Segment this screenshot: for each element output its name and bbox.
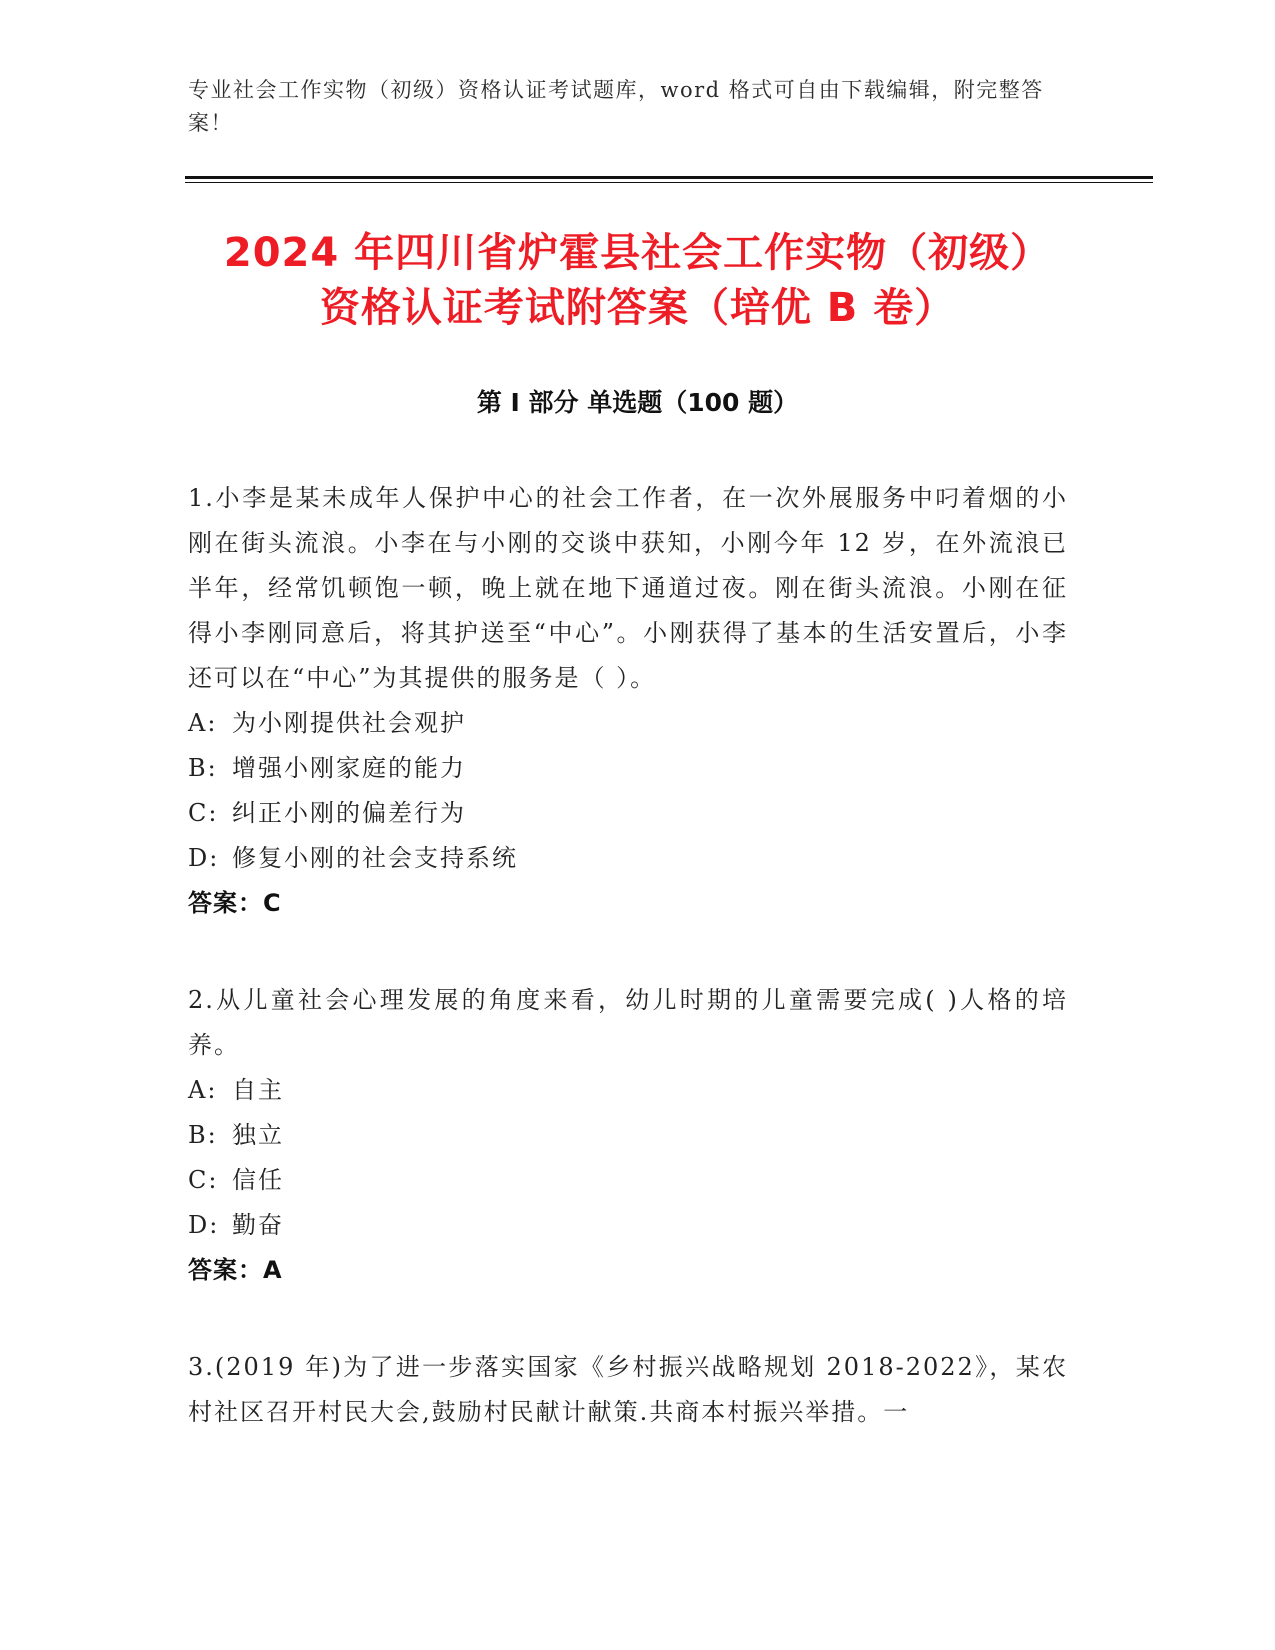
- option-a: [188, 1068, 1068, 1113]
- option-c: [188, 1158, 1068, 1203]
- option-c: [188, 791, 1068, 836]
- option-key: C:: [188, 799, 219, 827]
- option-text: 自主: [232, 1076, 284, 1104]
- question-list: [188, 476, 1068, 1487]
- option-text: 独立: [232, 1121, 284, 1149]
- option-d: [188, 1203, 1068, 1248]
- answer-line: 答案：A: [188, 1256, 283, 1284]
- option-b: [188, 1113, 1068, 1158]
- section-heading: 第 I 部分 单选题（100 题）: [476, 388, 799, 417]
- option-text: 增强小刚家庭的能力: [232, 754, 466, 782]
- question-stem: 3.(2019 年)为了进一步落实国家《乡村振兴战略规划 2018-2022》，某农村社区召开村民大会,鼓励村民献计献策.共商本村振兴举措。一: [188, 1353, 1068, 1426]
- question-stem: 1.小李是某未成年人保护中心的社会工作者，在一次外展服务中叼着烟的小刚在街头流浪。小李在与小刚的交谈中获知，小刚今年 12 岁，在外流浪已半年，经常饥顿饱一顿，晚上就在地下通道过夜。刚在街头流浪。小刚在征得小李刚同意后，将其护送至“中心”。小刚获得了基本的生活安置后，小李还可以在“中心”为其提供的服务是（ ）。: [188, 484, 1068, 692]
- option-key: A:: [188, 709, 218, 737]
- option-b: [188, 746, 1068, 791]
- option-key: D:: [188, 1211, 220, 1239]
- header-divider-thin: [185, 182, 1153, 183]
- option-text: 修复小刚的社会支持系统: [232, 844, 518, 872]
- option-text: 为小刚提供社会观护: [232, 709, 466, 737]
- header-note: 专业社会工作实物（初级）资格认证考试题库，word 格式可自由下载编辑，附完整答案！: [188, 78, 1044, 135]
- option-key: B:: [188, 754, 218, 782]
- option-text: 信任: [232, 1166, 284, 1194]
- question-2: [188, 978, 1068, 1293]
- header-divider-thick: [185, 176, 1153, 179]
- option-key: D:: [188, 844, 220, 872]
- option-key: C:: [188, 1166, 219, 1194]
- question-3: [188, 1345, 1068, 1435]
- document-title: [140, 226, 1135, 336]
- option-key: A:: [188, 1076, 218, 1104]
- option-d: [188, 836, 1068, 881]
- question-1: [188, 476, 1068, 926]
- option-text: 纠正小刚的偏差行为: [232, 799, 466, 827]
- title-line-1: 2024 年四川省炉霍县社会工作实物（初级）: [223, 230, 1052, 276]
- answer-line: 答案：C: [188, 889, 282, 917]
- question-stem: 2.从儿童社会心理发展的角度来看，幼儿时期的儿童需要完成( )人格的培养。: [188, 986, 1068, 1059]
- option-key: B:: [188, 1121, 218, 1149]
- option-a: [188, 701, 1068, 746]
- title-line-2: 资格认证考试附答案（培优 B 卷）: [319, 285, 956, 331]
- option-text: 勤奋: [232, 1211, 284, 1239]
